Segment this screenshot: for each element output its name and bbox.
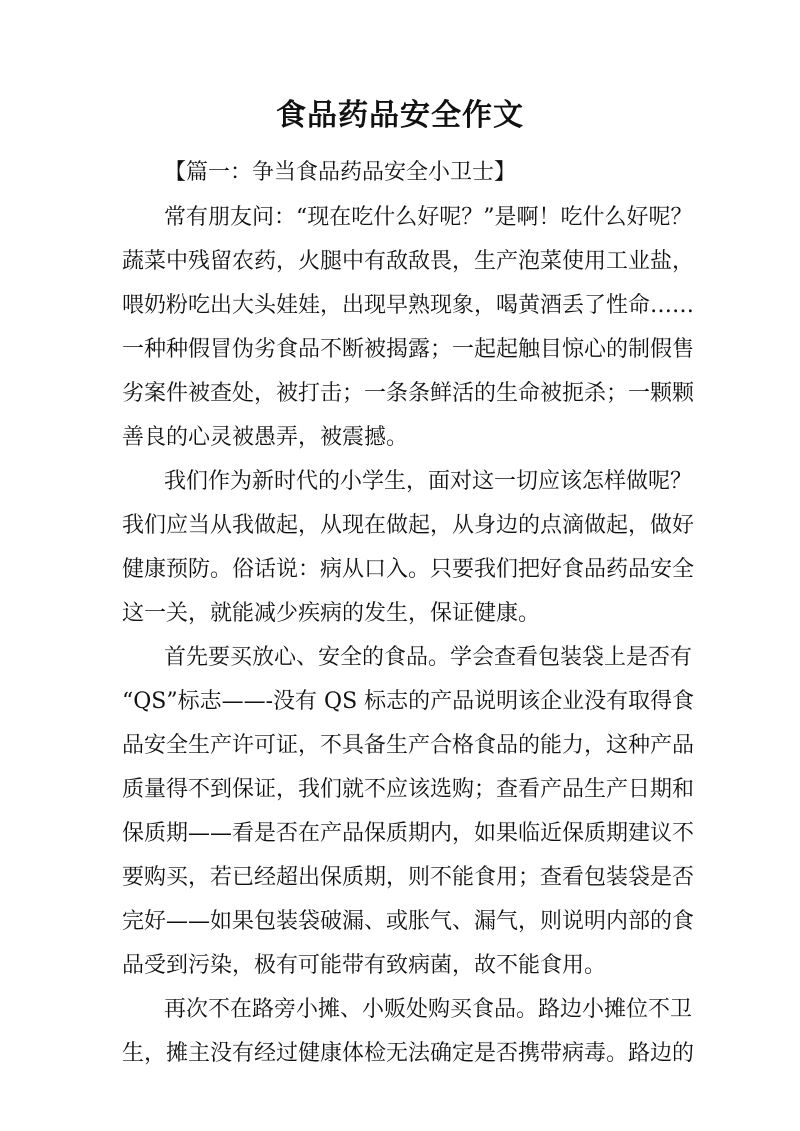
paragraph-line: 我们应当从我做起，从现在做起，从身边的点滴做起，做好 — [122, 513, 695, 538]
paragraph-line: 一种种假冒伪劣食品不断被揭露；一起起触目惊心的制假售 — [122, 337, 695, 362]
paragraph-line: 质量得不到保证，我们就不应该选购；查看产品生产日期和 — [122, 777, 695, 802]
paragraph-line: 这一关，就能减少疾病的发生，保证健康。 — [122, 601, 541, 626]
paragraph-line: 要购买，若已经超出保质期，则不能食用；查看包装袋是否 — [122, 865, 695, 890]
paragraph-line: 蔬菜中残留农药，火腿中有敌敌畏，生产泡菜使用工业盐， — [122, 249, 695, 274]
paragraph-line: 喂奶粉吃出大头娃娃，出现早熟现象，喝黄酒丢了性命…… — [122, 293, 695, 318]
paragraph-line: 劣案件被查处，被打击；一条条鲜活的生命被扼杀；一颗颗 — [122, 381, 695, 406]
paragraph-line: 生，摊主没有经过健康体检无法确定是否携带病毒。路边的 — [122, 1041, 695, 1066]
paragraph-line: 善良的心灵被愚弄，被震撼。 — [122, 425, 409, 450]
paragraph-line: 再次不在路旁小摊、小贩处购买食品。路边小摊位不卫 — [164, 997, 693, 1022]
paragraph-line: 健康预防。俗话说：病从口入。只要我们把好食品药品安全 — [122, 557, 695, 582]
paragraph-line: 品受到污染，极有可能带有致病菌，故不能食用。 — [122, 953, 607, 978]
paragraph-line: 品安全生产许可证，不具备生产合格食品的能力，这种产品 — [122, 733, 695, 758]
section-heading: 【篇一：争当食品药品安全小卫士】 — [164, 160, 517, 185]
paragraph-line: 保质期——看是否在产品保质期内，如果临近保质期建议不 — [122, 821, 695, 846]
paragraph-line: 常有朋友问：“现在吃什么好呢？”是啊！吃什么好呢？ — [164, 205, 693, 230]
paragraph-line: 首先要买放心、安全的食品。学会查看包装袋上是否有 — [164, 645, 693, 670]
paragraph-line: 我们作为新时代的小学生，面对这一切应该怎样做呢？ — [164, 469, 693, 494]
paragraph-line: “QS”标志——-没有 QS 标志的产品说明该企业没有取得食 — [122, 689, 695, 714]
paragraph-line: 完好——如果包装袋破漏、或胀气、漏气，则说明内部的食 — [122, 909, 695, 934]
document-title: 食品药品安全作文 — [276, 98, 524, 133]
